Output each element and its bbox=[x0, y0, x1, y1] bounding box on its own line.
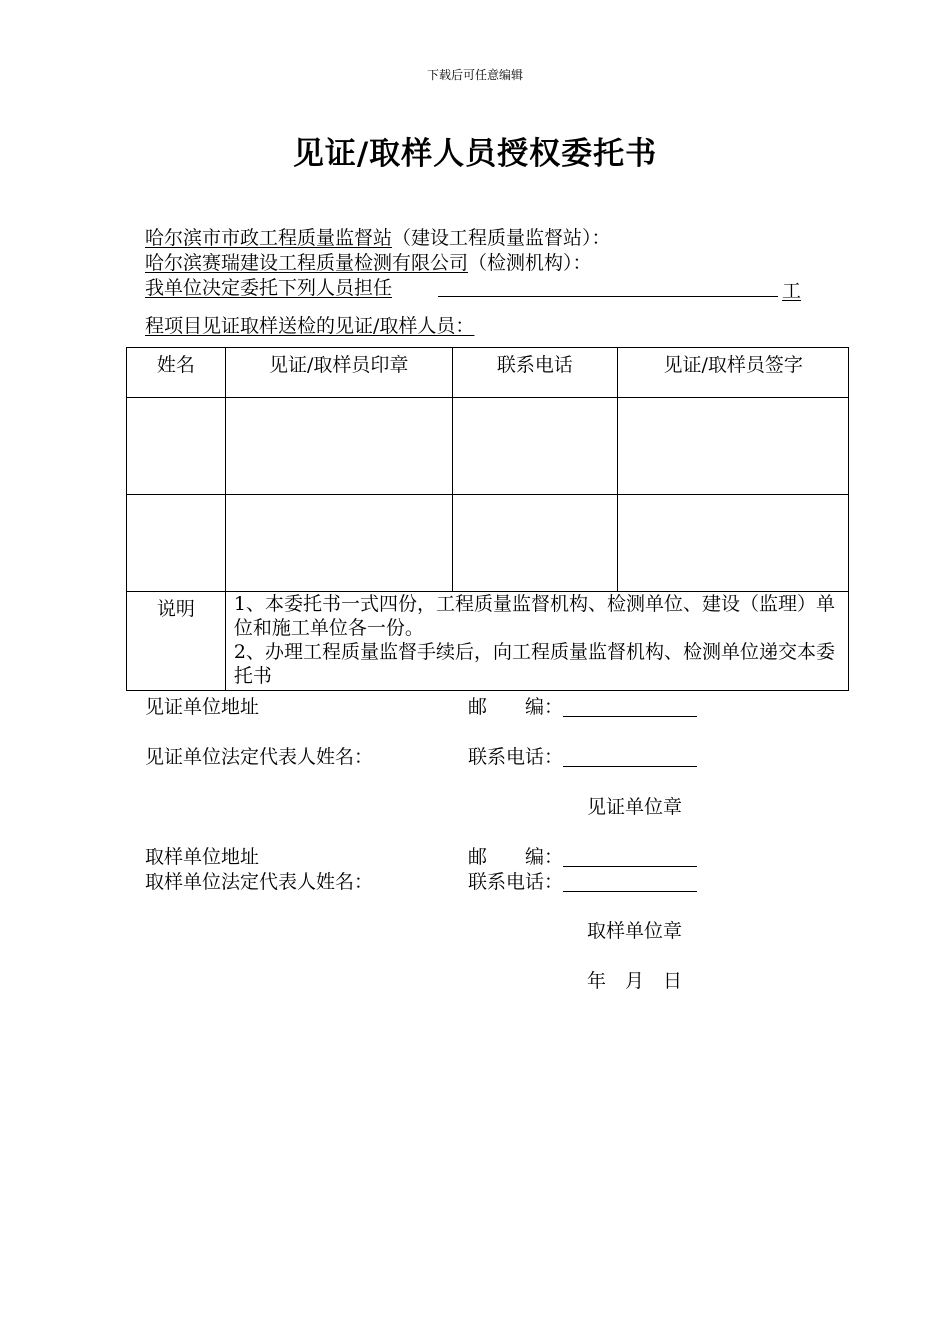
header-name: 姓名 bbox=[127, 348, 226, 398]
testing-agency-name: 哈尔滨赛瑞建设工程质量检测有限公司 bbox=[145, 252, 469, 274]
addressee-line-2 bbox=[145, 251, 592, 275]
name-cell[interactable] bbox=[127, 495, 226, 592]
date-label: 年 月 日 bbox=[587, 970, 683, 992]
supervision-station-suffix: （建设工程质量监督站）： bbox=[392, 227, 611, 249]
document-title: 见证/取样人员授权委托书 bbox=[292, 136, 658, 172]
note-2: 2、办理工程质量监督手续后，向工程质量监督机构、检测单位递交本委托书 bbox=[233, 641, 835, 687]
testing-agency-suffix: （检测机构）： bbox=[468, 252, 592, 274]
sampling-phone-label: 联系电话： bbox=[468, 871, 564, 893]
sampling-phone-blank[interactable] bbox=[563, 891, 697, 892]
signature-cell[interactable] bbox=[618, 495, 849, 592]
delegation-statement: 我单位决定委托下列人员担任 bbox=[145, 277, 393, 299]
witness-address-label: 见证单位地址 bbox=[145, 696, 260, 718]
header-seal: 见证/取样员印章 bbox=[225, 348, 452, 398]
table-row bbox=[127, 398, 849, 495]
project-name-blank[interactable] bbox=[438, 296, 778, 297]
header-phone: 联系电话 bbox=[452, 348, 618, 398]
notes-content bbox=[225, 592, 848, 691]
table-header-row bbox=[127, 348, 849, 398]
sampling-postcode-label: 邮 编： bbox=[468, 846, 564, 868]
personnel-table bbox=[126, 347, 849, 691]
sampling-postcode-field bbox=[468, 842, 697, 869]
phone-cell[interactable] bbox=[452, 495, 618, 592]
witness-rep-label: 见证单位法定代表人姓名： bbox=[145, 746, 374, 768]
delegation-statement-continued: 程项目见证取样送检的见证/取样人员： bbox=[145, 315, 475, 337]
name-cell[interactable] bbox=[127, 398, 226, 495]
witness-phone-field bbox=[468, 742, 697, 769]
witness-phone-blank[interactable] bbox=[563, 766, 697, 767]
witness-postcode-blank[interactable] bbox=[563, 716, 697, 717]
witness-postcode-field bbox=[468, 692, 697, 719]
sampling-phone-field bbox=[468, 867, 697, 894]
notes-row bbox=[127, 592, 849, 691]
header-note: 下载后可任意编辑 bbox=[426, 68, 523, 82]
sampling-rep-label: 取样单位法定代表人姓名： bbox=[145, 871, 374, 893]
note-1: 1、本委托书一式四份，工程质量监督机构、检测单位、建设（监理）单位和施工单位各一份。 bbox=[233, 593, 835, 639]
witness-phone-label: 联系电话： bbox=[468, 746, 564, 768]
sampling-seal-label: 取样单位章 bbox=[587, 920, 683, 942]
table-row bbox=[127, 495, 849, 592]
witness-seal-label: 见证单位章 bbox=[587, 796, 683, 818]
seal-cell[interactable] bbox=[225, 398, 452, 495]
header-signature: 见证/取样员签字 bbox=[618, 348, 849, 398]
witness-postcode-label: 邮 编： bbox=[468, 696, 564, 718]
delegation-statement-end: 工 bbox=[782, 280, 802, 302]
signature-cell[interactable] bbox=[618, 398, 849, 495]
supervision-station-name: 哈尔滨市市政工程质量监督站 bbox=[145, 227, 393, 249]
addressee-line-1 bbox=[145, 226, 611, 250]
phone-cell[interactable] bbox=[452, 398, 618, 495]
seal-cell[interactable] bbox=[225, 495, 452, 592]
sampling-address-label: 取样单位地址 bbox=[145, 846, 260, 868]
notes-label: 说明 bbox=[127, 592, 226, 691]
